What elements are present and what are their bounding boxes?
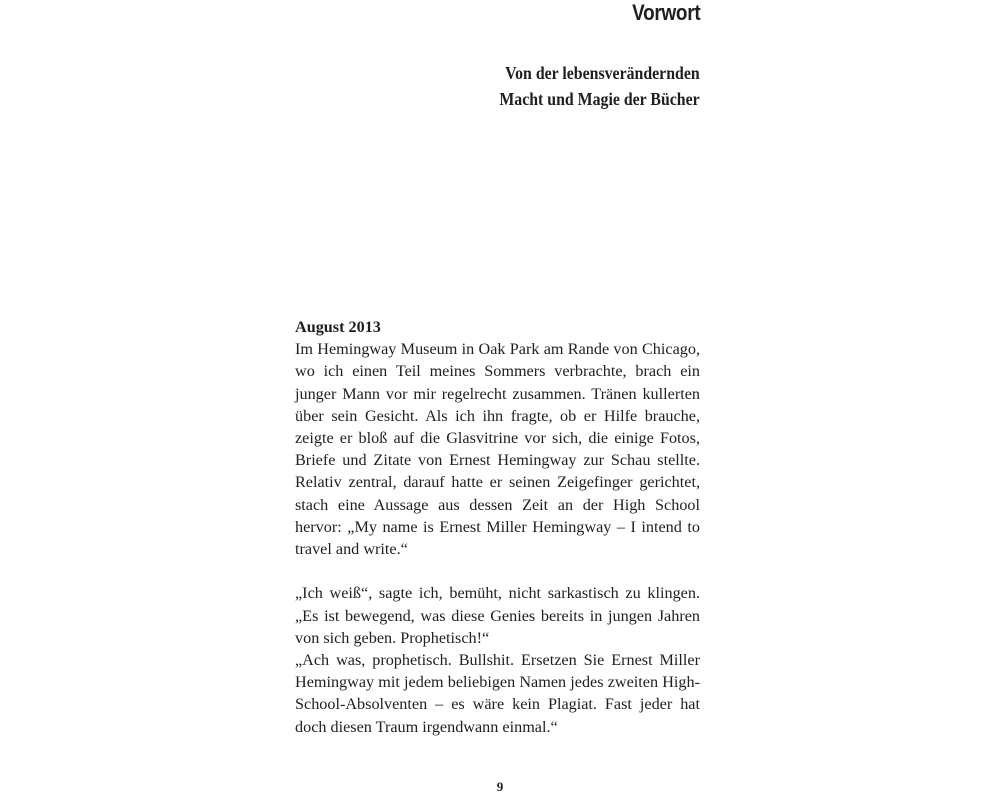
- subtitle-line-1: Von der lebensverändernden: [505, 63, 700, 83]
- section-heading: August 2013: [295, 318, 381, 336]
- paragraph: „Ach was, prophetisch. Bullshit. Ersetzen Sie Ernest Miller Hemingway mit jedem beliebigen Namen jedes zweiten High-School-Absolventen – es wäre kein Plagiat. Fast jeder hat doch diesen Traum irgendwann einmal.“: [295, 651, 700, 736]
- chapter-subtitle: [500, 60, 700, 112]
- body-text: [295, 316, 700, 738]
- paragraph: Im Hemingway Museum in Oak Park am Rande von Chicago, wo ich einen Teil meines Sommers verbrachte, brach ein junger Mann vor mir regelrecht zusammen. Tränen kullerten über sein Gesicht. Als ich ihn fragte, ob er Hilfe brauche, zeigte er bloß auf die Glasvitrine vor sich, die einige Fotos, Briefe und Zitate von Ernest Hemingway zur Schau stellte. Relativ zentral, darauf hatte er seinen Zeigefinger gerichtet, stach eine Aussage aus dessen Zeit an der High School hervor: „My name is Ernest Miller Hemingway – I intend to travel and write.“: [295, 340, 700, 559]
- paragraph: „Ich weiß“, sagte ich, bemüht, nicht sarkastisch zu klingen. „Es ist bewegend, was diese Genies bereits in jungen Jahren von sich geben. Prophetisch!“: [295, 584, 700, 647]
- page-number: 9: [496, 779, 504, 794]
- subtitle-line-2: Macht und Magie der Bücher: [499, 89, 700, 109]
- chapter-title: Vorwort: [631, 0, 700, 25]
